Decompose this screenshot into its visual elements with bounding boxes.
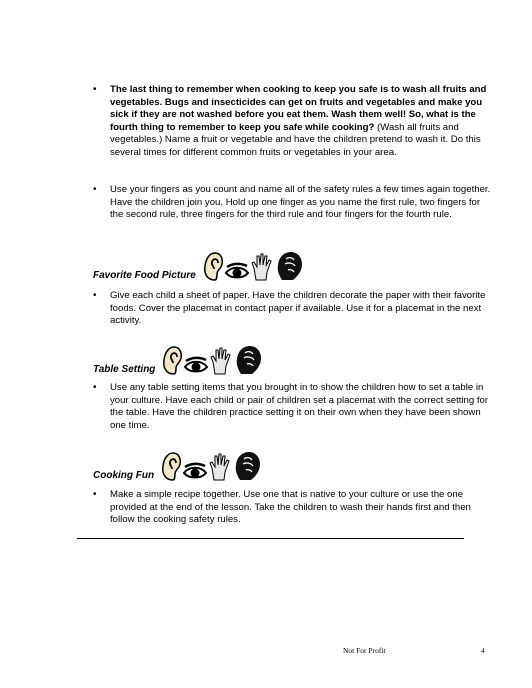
bullet-text: Give each child a sheet of paper. Have the children decorate the paper with their favorite foods. Cover the placemat in contact paper if available. Use it for a placemat in the next activity. bbox=[110, 290, 486, 327]
bullet-wash-fruits bbox=[93, 84, 493, 160]
hand-icon bbox=[209, 346, 233, 376]
section-heading-row bbox=[93, 450, 262, 482]
ear-icon bbox=[158, 450, 182, 482]
head-icon bbox=[232, 450, 262, 482]
section-heading-row bbox=[93, 344, 263, 376]
eye-icon bbox=[224, 262, 250, 282]
bullet-text: Use any table setting items that you brought in to show the children how to set a table in your culture. Have each child or pair of children set a placemat with the correct setting for the table. Have the children practice setting it on their own when they have been shown one time. bbox=[110, 382, 489, 431]
horizontal-rule bbox=[77, 538, 464, 539]
eye-icon bbox=[183, 356, 209, 376]
bullet-marker: • bbox=[93, 489, 97, 500]
bullet-marker: • bbox=[93, 184, 97, 195]
page-number: 4 bbox=[481, 646, 485, 655]
head-icon bbox=[233, 344, 263, 376]
ear-icon bbox=[159, 344, 183, 376]
bullet-text bbox=[110, 84, 493, 160]
footer-label: Not For Profit bbox=[343, 646, 386, 655]
ear-icon bbox=[200, 250, 224, 282]
section-bullet bbox=[93, 382, 493, 432]
bullet-text: Use your fingers as you count and name all of the safety rules a few times again together. Have the children join you. Hold up one finger as you name the first rule, two fingers for the second rule, three fingers for the third rule and four fingers for the fourth rule. bbox=[110, 184, 491, 221]
eye-icon bbox=[182, 462, 208, 482]
bullet-bold-text: The last thing to remember when cooking to keep you safe is to wash all fruits and vegetables. Bugs and insecticides can get on fruits and vegetables and make you sick if they are not washed before you eat them. Wash them well! So, what is the fourth thing to remember to keep you safe while cooking? bbox=[110, 84, 487, 133]
section-heading: Table Setting bbox=[93, 364, 156, 375]
section-heading: Cooking Fun bbox=[93, 470, 155, 481]
section-bullet bbox=[93, 290, 493, 328]
bullet-marker: • bbox=[93, 290, 97, 301]
section-bullet bbox=[93, 489, 493, 527]
hand-icon bbox=[208, 452, 232, 482]
bullet-normal-text: (Wash all fruits and vegetables.) Name a fruit or vegetable and have the children pretend to wash it. Do this several times for different common fruits or vegetables in your area. bbox=[110, 121, 481, 158]
bullet-text: Make a simple recipe together. Use one that is native to your culture or use the one provided at the end of the lesson. Take the children to wash their hands first and then follow the cooking safety rules. bbox=[110, 489, 471, 526]
bullet-count-rules bbox=[93, 184, 493, 222]
head-icon bbox=[274, 250, 304, 282]
hand-icon bbox=[250, 252, 274, 282]
bullet-marker: • bbox=[93, 84, 97, 95]
section-heading: Favorite Food Picture bbox=[93, 270, 196, 281]
section-heading-row bbox=[93, 250, 304, 282]
bullet-marker: • bbox=[93, 382, 97, 393]
